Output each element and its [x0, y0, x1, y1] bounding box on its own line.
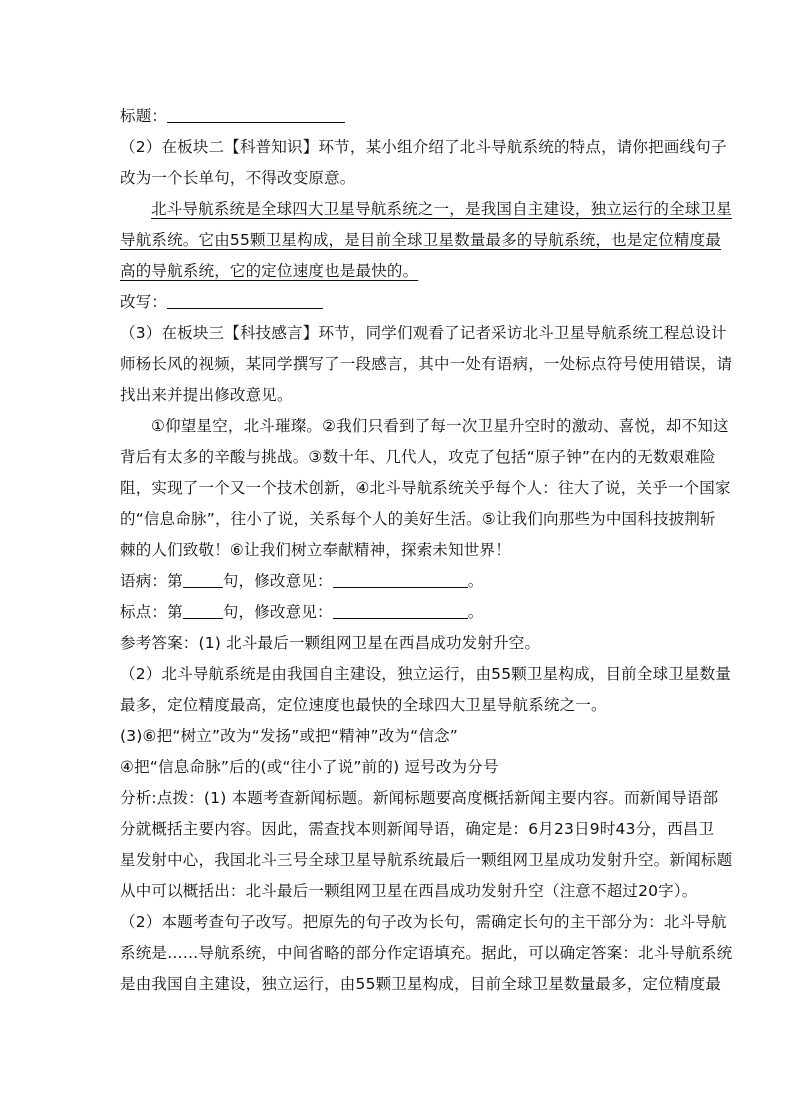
punctuation-suggestion-blank[interactable] — [333, 602, 468, 619]
answer-line: ④把“信息命脉”后的(或“往小了说”前的) 逗号改为分号 — [120, 758, 499, 776]
answer-line: 最多，定位精度最高，定位速度也最快的全球四大卫星导航系统之一。 — [120, 696, 607, 714]
document-body — [120, 101, 733, 1000]
title-line — [120, 101, 680, 132]
question-3-line: 师杨长风的视频，某同学撰写了一段感言，其中一处有语病，一处标点符号使用错误，请 — [120, 355, 733, 373]
rewrite-answer-blank[interactable] — [167, 292, 323, 309]
question-2-line: （2）在板块二【科普知识】环节，某小组介绍了北斗导航系统的特点，请你把画线句子 — [120, 138, 727, 156]
grammar-error-line: 语病：第 句，修改意见： 。 — [120, 572, 484, 590]
question-3-line: 找出来并提出修改意见。 — [120, 386, 293, 404]
essay-paragraph-line: 的“信息命脉”，往小了说，关系每个人的美好生活。⑤让我们向那些为中国科技披荆斩 — [120, 510, 716, 528]
punctuation-error-line: 标点：第 句，修改意见： 。 — [120, 603, 484, 621]
title-label: 标题： — [120, 107, 168, 125]
rewrite-label: 改写： — [120, 293, 168, 311]
answer-line: （2）北斗导航系统是由我国自主建设，独立运行，由55颗卫星构成，目前全球卫星数量 — [120, 665, 732, 683]
analysis-line: 是由我国自主建设，独立运行，由55颗卫星构成，目前全球卫星数量最多，定位精度最 — [120, 975, 722, 993]
essay-paragraph-line: 背后有太多的辛酸与挑战。③数十年、几代人，攻克了包括“原子钟”在内的无数艰难险 — [120, 448, 716, 466]
grammar-suggestion-blank[interactable] — [333, 571, 468, 588]
underlined-passage-line: 北斗导航系统是全球四大卫星导航系统之一，是我国自主建设，独立运行的全球卫星 — [151, 200, 732, 218]
analysis-line: 分就概括主要内容。因此，需查找本则新闻导语，确定是：6月23日9时43分，西昌卫 — [120, 820, 715, 838]
analysis-line: 星发射中心，我国北斗三号全球卫星导航系统最后一颗组网卫星成功发射升空。新闻标题 — [120, 851, 733, 869]
analysis-line: （2）本题考查句子改写。把原先的句子改为长句，需确定长句的主干部分为：北斗导航 — [120, 913, 727, 931]
rewrite-line — [120, 287, 680, 318]
underlined-passage-line: 高的导航系统，它的定位速度也是最快的。 — [120, 262, 419, 280]
title-answer-blank[interactable] — [167, 106, 345, 123]
analysis-line: 分析:点拨：(1) 本题考查新闻标题。新闻标题要高度概括新闻主要内容。而新闻导语部 — [120, 789, 719, 807]
essay-paragraph-line: 阻，实现了一个又一个技术创新，④北斗导航系统关乎每个人：往大了说，关乎一个国家 — [120, 479, 731, 497]
essay-paragraph-line: ①仰望星空，北斗璀璨。②我们只看到了每一次卫星升空时的激动、喜悦，却不知这 — [151, 417, 729, 435]
analysis-line: 系统是……导航系统，中间省略的部分作定语填充。据此，可以确定答案：北斗导航系统 — [120, 944, 733, 962]
grammar-sentence-blank[interactable] — [183, 571, 223, 588]
answer-line: (3)⑥把“树立”改为“发扬”或把“精神”改为“信念” — [120, 727, 458, 745]
answer-line: 参考答案：(1) 北斗最后一颗组网卫星在西昌成功发射升空。 — [120, 634, 541, 652]
analysis-line: 从中可以概括出：北斗最后一颗组网卫星在西昌成功发射升空（注意不超过20字）。 — [120, 882, 698, 900]
punctuation-sentence-blank[interactable] — [183, 602, 223, 619]
question-3-line: （3）在板块三【科技感言】环节，同学们观看了记者采访北斗卫星导航系统工程总设计 — [120, 324, 727, 342]
question-2-line: 改为一个长单句，不得改变原意。 — [120, 169, 356, 187]
underlined-passage-line: 导航系统。它由55颗卫星构成，是目前全球卫星数量最多的导航系统，也是定位精度最 — [120, 231, 722, 249]
essay-paragraph-line: 棘的人们致敬！⑥让我们树立奉献精神，探索未知世界！ — [120, 541, 511, 559]
